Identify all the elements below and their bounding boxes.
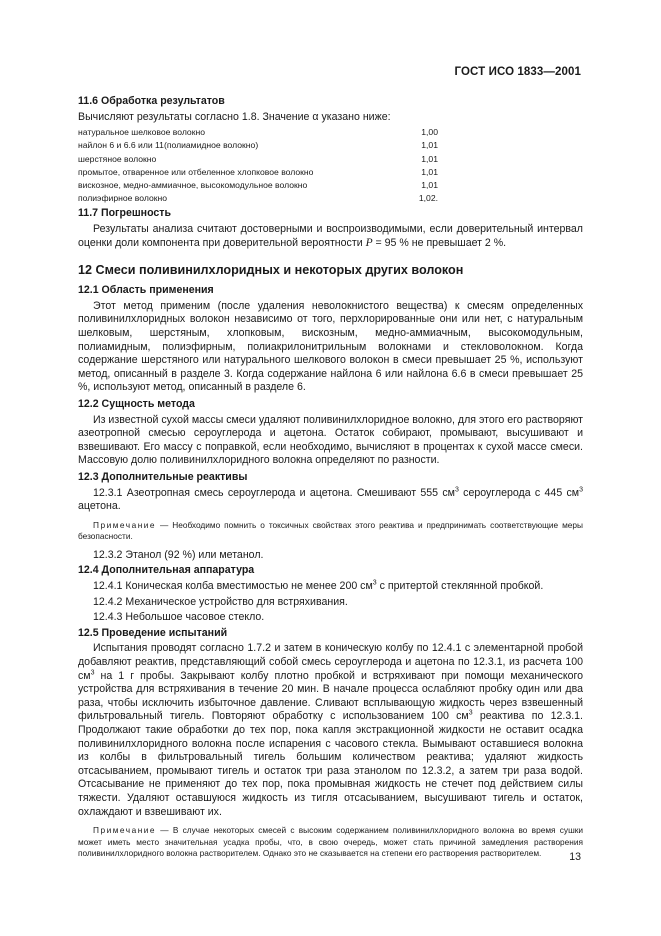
paragraph-12-5 (78, 642, 583, 819)
note-text: — В случае некоторых смесей с высоким содержанием поливинилхлоридного волокна во время сушки может иметь место значительная усадка пробы, что, в свою очередь, может стать причиной замедления растворения поливинилхлоридного волокна растворителем. Однако это не сказывается на степени его растворения растворителем. (78, 825, 583, 859)
paragraph-12-4-2: 12.4.2 Механическое устройство для встряхивания. (93, 595, 348, 608)
superscript: 3 (579, 485, 583, 493)
text-fragment: Результаты анализа считают достоверными и воспроизводимыми, если доверительный интервал оценки доли компонента при доверительной вероятности (78, 223, 583, 249)
alpha-value: 1,02. (418, 193, 438, 204)
paragraph-12-4-3: 12.4.3 Небольшое часовое стекло. (93, 611, 265, 624)
superscript: 3 (468, 709, 473, 717)
fiber-name: промытое, отваренное или отбеленное хлопковое волокно (78, 166, 314, 177)
heading-12-2: 12.2 Сущность метода (78, 397, 195, 410)
coefficient-row (78, 153, 583, 166)
alpha-value: 1,00 (421, 127, 438, 138)
paragraph-12-3-2: 12.3.2 Этанол (92 %) или метанол. (93, 548, 264, 561)
superscript: 3 (90, 669, 95, 677)
coefficient-row (78, 179, 583, 192)
text-fragment: 12.4.1 Коническая колба вместимостью не менее 200 см (93, 580, 373, 593)
heading-12-5: 12.5 Проведение испытаний (78, 626, 228, 639)
paragraph-12-3-1 (78, 487, 583, 514)
text-fragment: = 95 % не превышает 2 %. (372, 236, 507, 249)
paragraph-11-7 (78, 223, 583, 250)
superscript: 3 (454, 485, 459, 493)
coefficient-row (78, 192, 583, 205)
alpha-value: 1,01 (421, 180, 438, 190)
document-standard-id: ГОСТ ИСО 1833—2001 (454, 66, 581, 78)
heading-12-3: 12.3 Дополнительные реактивы (78, 470, 248, 483)
fiber-name: найлон 6 и 6.6 или 11(полиамидное волокно) (78, 140, 259, 151)
text-fragment: 12.3.1 Азеотропная смесь сероуглерода и ацетона. Смешивают 555 см (93, 486, 455, 499)
coefficient-row (78, 139, 583, 152)
fiber-name: шерстяное волокно (78, 153, 157, 164)
text-fragment: с притертой стеклянной пробкой. (376, 580, 544, 593)
fiber-name: натуральное шелковое волокно (78, 127, 206, 138)
note-12-3 (78, 520, 583, 543)
heading-12-1: 12.1 Область применения (78, 284, 214, 297)
text-fragment: на 1 г пробы. Закрывают колбу плотно пробкой и встряхивают при помощи механического устройства для встряхивания в течение 20 мин. В начале процесса ослабляют пробку один или два раза, чтобы исключить избыточное давление. Сливают всплывающую жидкость через взвешенный фильтровальный тигель. Повторяют обработку с использованием 100 см (78, 669, 583, 723)
coefficient-row (78, 166, 583, 179)
note-12-5 (78, 825, 583, 860)
alpha-value: 1,01 (421, 166, 438, 177)
paragraph-12-1: Этот метод применим (после удаления неволокнистого вещества) к смесям определенных поливинилхлоридных волокон независимо от того, перхлорированные они или нет, с натуральным шелковым, шерстяным, хлопковым, вискозным, медно-аммиачным, высокомодульным, полиамидным, полиэфирным, полиакрилонитрильным волокнами и стекловолокном. Когда содержание шерстяного или натурального шелкового волокон в смеси превышает 25 %, используют метод, описанный в разделе 3. Когда содержание найлона 6 или найлона 6.6 в смеси превышает 25 %, используют метод, описанный в разделе 6. (78, 299, 583, 394)
page-content (78, 95, 583, 866)
heading-12-4: 12.4 Дополнительная аппаратура (78, 564, 255, 577)
page-number: 13 (569, 851, 581, 863)
superscript: 3 (372, 579, 377, 587)
coefficient-row (78, 126, 583, 139)
text-fragment: реактива по 12.3.1. Продолжают такие обработки до тех пор, пока капля экстракционной жидкости не оставит осадка поливинилхлоридного волокна после испарения с часового стекла. Вымывают оставшиеся волокна из колбы в фильтровальный тигель большим количеством реактива; удаляют жидкость отсасыванием, промывают тигель и остаток три раза этанолом по 12.3.2, а затем три раза водой. Отсасывание не применяют до тех пор, пока промывная жидкость не стечет под действием силы тяжести. Удаляют оставшуюся жидкость из тигля отсасыванием, высушивают тигель и остаток, охлаждают и взвешивают их. (78, 710, 583, 818)
section-12-title: 12 Смеси поливинилхлоридных и некоторых других волокон (78, 263, 464, 278)
fiber-name: вискозное, медно-аммиачное, высокомодульное волокно (78, 180, 308, 190)
paragraph-11-6-intro: Вычисляют результаты согласно 1.8. Значение α указано ниже: (78, 110, 391, 123)
fiber-name: полиэфирное волокно (78, 193, 168, 204)
heading-11-7: 11.7 Погрешность (78, 207, 171, 220)
paragraph-12-2: Из известной сухой массы смеси удаляют поливинилхлоридное волокно, для этого его растворяют азеотропной смесью сероуглерода и ацетона. Остаток собирают, промывают, высушивают и взвешивают. Его массу с поправкой, если необходимо, вычисляют в процентах к сухой массе смеси. Массовую долю поливинилхлоридного волокна определяют по разности. (78, 413, 584, 467)
alpha-value: 1,01 (421, 140, 438, 151)
note-label: Примечание (93, 825, 157, 836)
text-fragment: ацетона. (78, 500, 121, 513)
note-text: — Необходимо помнить о токсичных свойствах этого реактива и предпринимать соответствующие меры безопасности. (78, 519, 583, 542)
paragraph-12-4-1 (78, 580, 583, 594)
heading-11-6: 11.6 Обработка результатов (78, 95, 225, 107)
alpha-value: 1,01 (421, 153, 438, 164)
note-label: Примечание (93, 519, 157, 530)
text-fragment: сероуглерода с 445 см (458, 486, 580, 499)
coefficient-list (78, 126, 583, 205)
probability-symbol: P (365, 236, 373, 249)
text-fragment: Испытания проводят согласно 1.7.2 и затем в коническую колбу по 12.4.1 с элементарной пробой добавляют реактив, представляющий собой смесь сероуглерода и ацетона по 12.3.1, из расчета 100 см (78, 642, 583, 682)
